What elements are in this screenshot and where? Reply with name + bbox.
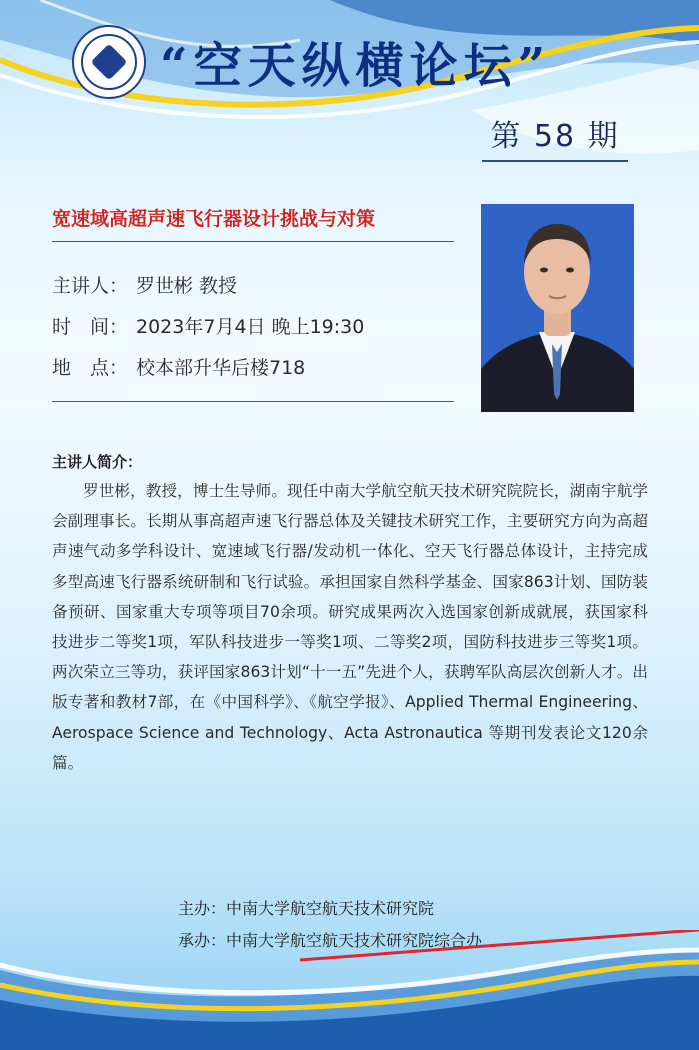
- forum-title: “空天纵横论坛”: [160, 38, 552, 94]
- issue-number: 第 58 期: [482, 114, 628, 162]
- divider-top: [52, 241, 454, 242]
- co-host-organizer: 承办：中南大学航空航天技术研究院综合办: [178, 931, 483, 950]
- speaker-portrait-image: [481, 204, 634, 412]
- time-label: 时 间：: [52, 316, 129, 338]
- time-row: [52, 311, 452, 343]
- talk-title: 宽速域高超声速飞行器设计挑战与对策: [52, 208, 376, 230]
- divider-bottom: [52, 401, 454, 402]
- university-logo: [72, 25, 146, 99]
- place-label: 地 点：: [52, 357, 129, 379]
- place-value: 校本部升华后楼718: [136, 357, 306, 379]
- bio-text: 罗世彬，教授，博士生导师。现任中南大学航空航天技术研究院院长，湖南宇航学会副理事长。长期从事高超声速飞行器总体及关键技术研究工作，主要研究方向为高超声速气动多学科设计、宽速域飞行器/发动机一体化、空天飞行器总体设计，主持完成多型高速飞行器系统研制和飞行试验。承担国家自然科学基金、国家863计划、国防装备预研、国家重大专项等项目70余项。研究成果两次入选国家创新成就展，获国家科技进步二等奖1项，军队科技进步一等奖1项、二等奖2项，国防科技进步三等奖1项。两次荣立三等功，获评国家863计划“十一五”先进个人，获聘军队高层次创新人才。出版专著和教材7部，在《中国科学》、《航空学报》、Applied Thermal Engineering、Aerospace Science and Technology、Acta Astronautica 等期刊发表论文120余篇。: [52, 482, 648, 772]
- speaker-row: [52, 270, 452, 302]
- host-organizer: 主办：中南大学航空航天技术研究院: [178, 899, 435, 918]
- logo-mark-icon: [91, 44, 128, 81]
- footer-wave-decoration: [0, 930, 699, 1050]
- logo-emblem: [81, 34, 137, 90]
- place-row: [52, 352, 452, 384]
- speaker-label: 主讲人：: [52, 275, 129, 297]
- speaker-value: 罗世彬 教授: [136, 275, 238, 297]
- bio-heading: 主讲人简介：: [52, 453, 143, 471]
- speaker-photo: [481, 204, 634, 412]
- time-value: 2023年7月4日 晚上19:30: [136, 316, 365, 338]
